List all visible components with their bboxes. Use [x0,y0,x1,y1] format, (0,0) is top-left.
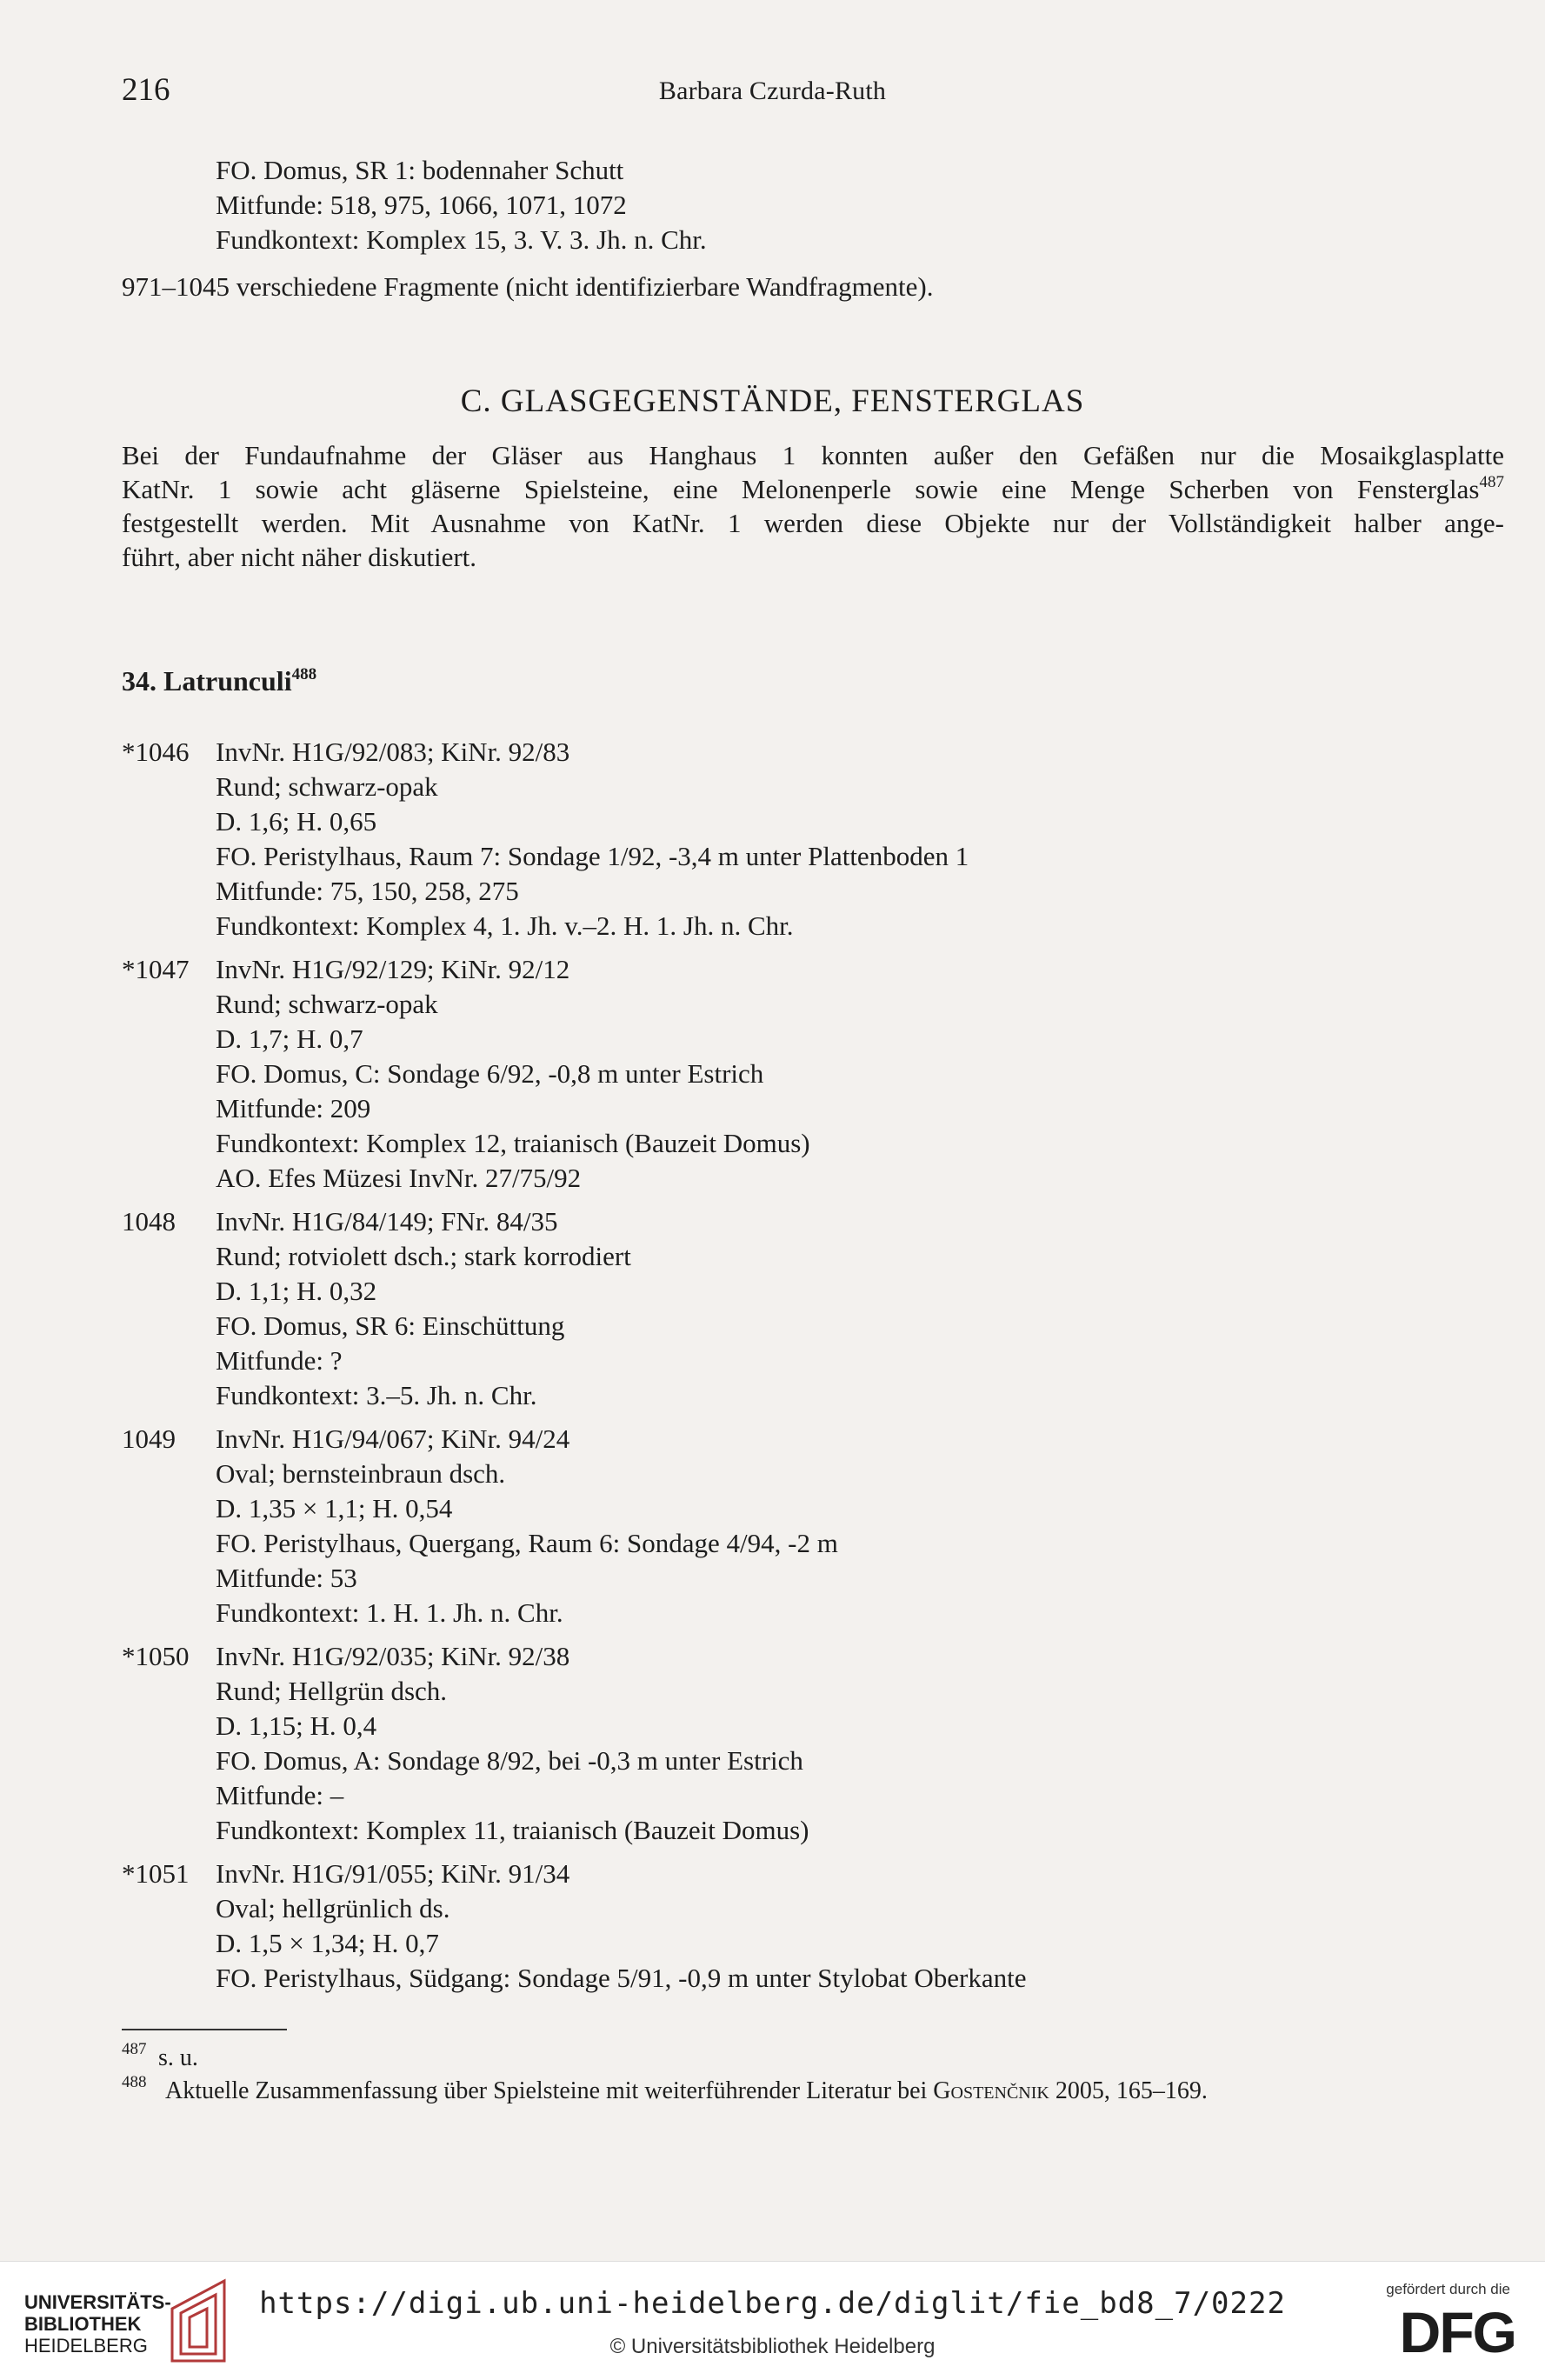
entry-line: Fundkontext: Komplex 11, traianisch (Bauzeit Domus) [216,1815,809,1845]
page-number: 216 [122,72,170,108]
entry-line: InvNr. H1G/92/129; KiNr. 92/12 [216,954,570,984]
footnote-text: s. u. [158,2044,198,2071]
entry-line: Rund; schwarz-opak [216,771,438,802]
entry-line: InvNr. H1G/84/149; FNr. 84/35 [216,1206,558,1237]
top-line: FO. Domus, SR 1: bodennaher Schutt [216,155,624,185]
entry-line: Rund; rotviolett dsch.; stark korrodiert [216,1241,631,1271]
library-logo[interactable]: UNIVERSITÄTS- BIBLIOTHEK HEIDELBERG [24,2291,171,2357]
entry-line: Mitfunde: 209 [216,1093,371,1123]
entry-line: Mitfunde: – [216,1780,344,1810]
entry-number: 1049 [122,1423,176,1454]
entry-line: InvNr. H1G/91/055; KiNr. 91/34 [216,1858,570,1889]
entry-line: Mitfunde: ? [216,1345,343,1376]
funding-note: gefördert durch die [1386,2281,1510,2297]
entry-line: FO. Domus, SR 6: Einschüttung [216,1310,565,1341]
intro-paragraph [122,438,1504,574]
digitisation-banner [0,2261,1545,2380]
entry-line: Oval; bernsteinbraun dsch. [216,1458,506,1489]
footnote-number: 487 [122,2040,147,2058]
entry-line: FO. Peristylhaus, Quergang, Raum 6: Sondage 4/94, -2 m [216,1528,838,1558]
entry-line: Rund; Hellgrün dsch. [216,1676,448,1706]
entry-line: Fundkontext: Komplex 4, 1. Jh. v.–2. H. 1. Jh. n. Chr. [216,910,794,941]
catalogue-title: 34. Latrunculi$^{488}$ [122,665,317,697]
footnote-ref: 487 [1479,473,1504,491]
dfg-logo[interactable]: DFG [1399,2300,1515,2364]
entry-line: D. 1,35 × 1,1; H. 0,54 [216,1493,453,1523]
intro-line: festgestellt werden. Mit Ausnahme von KatNr. 1 werden diese Objekte nur der Vollständigkeit halber ange- [122,508,1504,538]
entry-line: FO. Domus, C: Sondage 6/92, -0,8 m unter Estrich [216,1058,764,1089]
entry-line: Fundkontext: 1. H. 1. Jh. n. Chr. [216,1597,563,1628]
entry-line: D. 1,1; H. 0,32 [216,1276,377,1306]
entry-line: D. 1,15; H. 0,4 [216,1710,377,1741]
entry-number: *1050 [122,1641,190,1671]
top-line: Mitfunde: 518, 975, 1066, 1071, 1072 [216,190,627,220]
permalink-url[interactable]: https://digi.ub.uni-heidelberg.de/diglit/fie_bd8_7/0222 [259,2286,1286,2321]
section-title: C. GLASGEGENSTÄNDE, FENSTERGLAS [460,383,1085,419]
cited-author: Gostenčnik [933,2077,1049,2104]
copyright-notice: © Universitätsbibliothek Heidelberg [609,2335,936,2358]
entry-line: D. 1,5 × 1,34; H. 0,7 [216,1928,439,1958]
entry-line: FO. Peristylhaus, Raum 7: Sondage 1/92, -3,4 m unter Plattenboden 1 [216,841,969,871]
entry-line: D. 1,6; H. 0,65 [216,806,377,837]
entry-line: Fundkontext: Komplex 12, traianisch (Bauzeit Domus) [216,1128,810,1158]
top-line: Fundkontext: Komplex 15, 3. V. 3. Jh. n. Chr. [216,224,707,255]
entry-line: Rund; schwarz-opak [216,989,438,1019]
entry-number: *1047 [122,954,190,984]
footnote-number: 488 [122,2073,147,2091]
footnote-rule [122,2029,287,2030]
entry-number: *1046 [122,737,190,767]
entry-line: InvNr. H1G/92/083; KiNr. 92/83 [216,737,570,767]
entry-line: InvNr. H1G/92/035; KiNr. 92/38 [216,1641,570,1671]
intro-line: Bei der Fundaufnahme der Gläser aus Hanghaus 1 konnten außer den Gefäßen nur die Mosaikglasplatte [122,440,1504,470]
intro-line: KatNr. 1 sowie acht gläserne Spielsteine, eine Melonenperle sowie eine Menge Scherben von Fensterglas$^{487}$ [122,473,1504,504]
intro-line: führt, aber nicht näher diskutiert. [122,542,477,572]
entry-line: D. 1,7; H. 0,7 [216,1023,363,1054]
running-header-author: Barbara Czurda-Ruth [658,77,887,105]
entry-line: FO. Domus, A: Sondage 8/92, bei -0,3 m unter Estrich [216,1745,803,1776]
entry-line: Mitfunde: 53 [216,1563,357,1593]
entry-line: Oval; hellgrünlich ds. [216,1893,450,1923]
entry-line: Fundkontext: 3.–5. Jh. n. Chr. [216,1380,537,1410]
entry-number: 1048 [122,1206,176,1237]
entry-line: InvNr. H1G/94/067; KiNr. 94/24 [216,1423,570,1454]
entry-line: AO. Efes Müzesi InvNr. 27/75/92 [216,1163,582,1193]
footnote-text: Aktuelle Zusammenfassung über Spielsteine mit weiterführender Literatur bei Gostenčnik 2005, 165–169. [165,2077,1208,2104]
entry-line: Mitfunde: 75, 150, 258, 275 [216,876,519,906]
entry-line: FO. Peristylhaus, Südgang: Sondage 5/91, -0,9 m unter Stylobat Oberkante [216,1963,1027,1993]
entry-number: *1051 [122,1858,190,1889]
fragments-note: 971–1045 verschiedene Fragmente (nicht identifizierbare Wandfragmente). [122,271,934,302]
footnote-ref: 488 [291,665,317,683]
